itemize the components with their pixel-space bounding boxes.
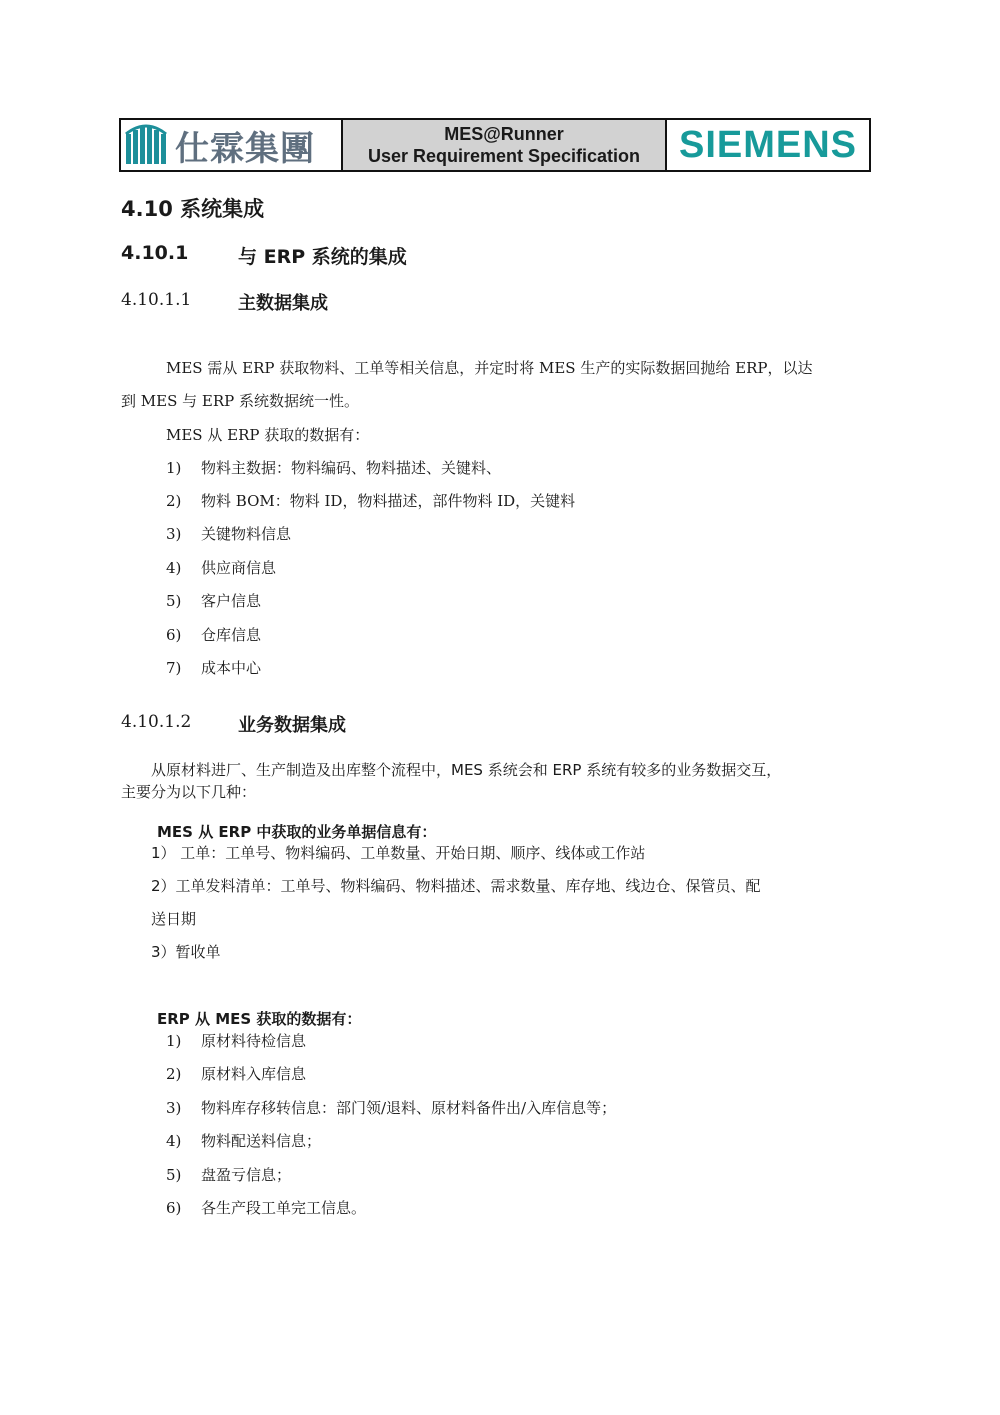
list-item: 7) 成本中心 [166,659,262,677]
list-item: 2）工单发料清单：工单号、物料编码、物料描述、需求数量、库存地、线边仓、保管员、配 [151,877,761,895]
paragraph-line: 从原材料进厂、生产制造及出库整个流程中，MES 系统会和 ERP 系统有较多的业务数据交互， [151,761,782,779]
list-item: 1） 工单：工单号、物料编码、工单数量、开始日期、顺序、线体或工作站 [151,844,646,862]
group-heading: ERP 从 MES 获取的数据有： [157,1010,362,1028]
subsection-number: 4.10.1 [121,242,189,264]
brand-logo: SIEMENS [678,123,858,166]
list-item: 6) 仓库信息 [166,626,262,644]
paragraph-line: 到 MES 与 ERP 系统数据统一性。 [121,392,359,410]
list-intro: MES 从 ERP 获取的数据有： [166,426,370,444]
product-name: MES@Runner [444,124,564,144]
list-item: 3) 物料库存移转信息：部门领/退料、原材料备件出/入库信息等； [166,1099,617,1117]
group-heading: MES 从 ERP 中获取的业务单据信息有： [157,823,437,841]
list-item: 4) 供应商信息 [166,559,277,577]
list-item: 1) 物料主数据：物料编码、物料描述、关键料、 [166,459,502,477]
subsubsection-number-2: 4.10.1.2 [121,712,192,732]
list-item: 4) 物料配送料信息； [166,1132,322,1150]
list-item-continuation: 送日期 [151,910,197,928]
list-item: 3) 关键物料信息 [166,525,292,543]
list-item: 3）暂收单 [151,943,221,961]
company-logo-icon [125,124,169,166]
document-header [119,118,871,172]
subsection-title: 与 ERP 系统的集成 [238,246,407,268]
list-item: 5) 盘盈亏信息； [166,1166,292,1184]
list-item: 2) 原材料入库信息 [166,1065,307,1083]
paragraph-line: 主要分为以下几种： [121,783,257,801]
subsubsection-title-2: 业务数据集成 [238,715,346,736]
subsubsection-number-1: 4.10.1.1 [121,290,192,310]
company-logo-text: 仕霖集團 [175,128,315,169]
list-item: 2) 物料 BOM：物料 ID，物料描述，部件物料 ID，关键料 [166,492,576,510]
list-item: 6) 各生产段工单完工信息。 [166,1199,367,1217]
paragraph-line: MES 需从 ERP 获取物料、工单等相关信息，并定时将 MES 生产的实际数据回抛给 ERP，以达 [166,359,813,377]
list-item: 5) 客户信息 [166,592,262,610]
section-heading: 4.10 系统集成 [121,197,265,221]
document-type: User Requirement Specification [367,146,641,166]
subsubsection-title-1: 主数据集成 [238,293,328,314]
list-item: 1) 原材料待检信息 [166,1032,307,1050]
document-title-cell [343,120,667,170]
company-logo [121,120,343,170]
